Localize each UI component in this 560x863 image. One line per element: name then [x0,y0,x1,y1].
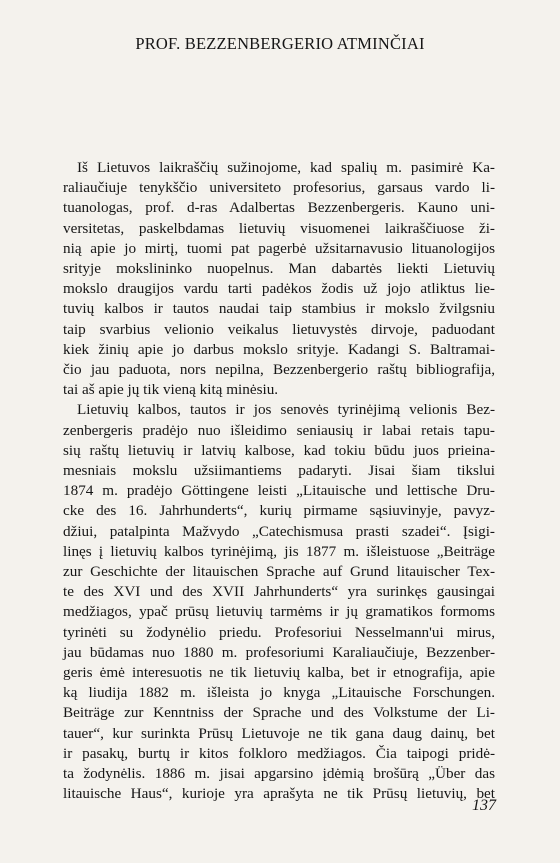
text-line: kiek žinių apie jo darbus mokslo srityje. Kadangi S. Baltramai- [63,340,495,358]
text-line: mesniais mokslu užsiimantiems padaryti. Jisai šiam tikslui [63,462,495,480]
text-line: litauische Haus“, kurioje yra aprašyta ne tik Prūsų lietuvių, bet [63,785,495,803]
text-line: jau būdamas nuo 1880 m. profesoriumi Karaliaučiuje, Bezzenber- [63,643,495,661]
text-line: 1874 m. pradėjo Göttingene leisti „Litauische und lettische Dru- [63,482,495,500]
text-line: ta žodynėlis. 1886 m. jisai apgarsino įdėmią brošūrą „Über das [63,765,495,783]
text-line: nią apie jo mirtį, tuomi pat pagerbė užsitarnavusio lituanologijos [63,239,495,257]
chapter-title: PROF. BEZZENBERGERIO ATMINČIAI [135,34,425,53]
text-line: tyrinėti su žodynėlio priedu. Profesoriui Nesselmann'ui mirus, [63,623,495,641]
page-number: 137 [472,797,496,814]
text-line: Lietuvių kalbos, tautos ir jos senovės tyrinėjimą velionis Bez- [77,401,495,419]
text-line: linęs į lietuvių kalbos tyrinėjimą, jis 1877 m. išleistuose „Beiträge [63,542,495,560]
text-line: tai aš apie jų tik vieną kitą minėsiu. [63,381,279,399]
text-line: tauer“, kur surinkta Prūsų Lietuvoje ne tik gana daug dainų, bet [63,724,495,742]
text-line: zur Geschichte der litauischen Sprache auf Grund litauischer Tex- [63,563,495,581]
text-line: medžiagos, ypač prūsų lietuvių tarmėms ir jų gramatikos formoms [63,603,495,621]
text-line: sių raštų lietuvių ir latvių kalbose, kad tokiu būdu juos prieina- [63,441,495,459]
text-line: te des XVI und des XVII Jahrhunderts“ yra surinkęs gausingai [63,583,495,601]
text-line: geris ėmė interesuotis ne tik lietuvių kalba, bet ir etnografija, apie [63,664,495,682]
text-line: versitetas, paskelbdamas lietuvių visuomenei laikraščiuose ži- [63,219,495,237]
text-line: cke des 16. Jahrhunderts“, kurių pirmame sąsiuvinyje, pavyz- [63,502,495,520]
text-line: Beiträge zur Kenntniss der Sprache und des Volkstume der Li- [63,704,495,722]
text-line: taip svarbius velionio veikalus lietuvystės dirvoje, paduodant [63,320,495,338]
text-line: raliaučiuje tenykščio universiteto profesorius, garsaus vardo li- [63,179,495,197]
body-text [63,158,495,805]
text-line: Iš Lietuvos laikraščių sužinojome, kad spalių m. pasimirė Ka- [77,159,495,176]
text-line: ką liudija 1882 m. išleista jo knyga „Litauische Forschungen. [63,684,495,702]
text-line: mokslo draugijos vardu tarti padėkos žodis už jojo atliktus lie- [63,280,495,298]
text-line: tuanologas, prof. d-ras Adalbertas Bezzenbergeris. Kauno uni- [63,199,495,217]
text-line: zenbergeris pradėjo nuo išleidimo seniausių ir labai retais tapu- [63,421,495,439]
text-line: čio jau paduota, nors nepilna, Bezzenbergerio raštų bibliografija, [63,361,495,379]
text-line: ir pasakų, burtų ir kitos folkloro medžiagos. Čia taipogi pridė- [63,744,495,762]
text-line: srityje mokslininko nuopelnus. Man dabartės liekti Lietuvių [63,260,495,278]
text-line: džiui, patalpinta Mažvydo „Catechismusa prasti szadei“. Įsigi- [63,522,495,540]
text-line: tuvių kalbos ir tautos naudai taip stambius ir mokslo žvilgsniu [63,300,495,318]
